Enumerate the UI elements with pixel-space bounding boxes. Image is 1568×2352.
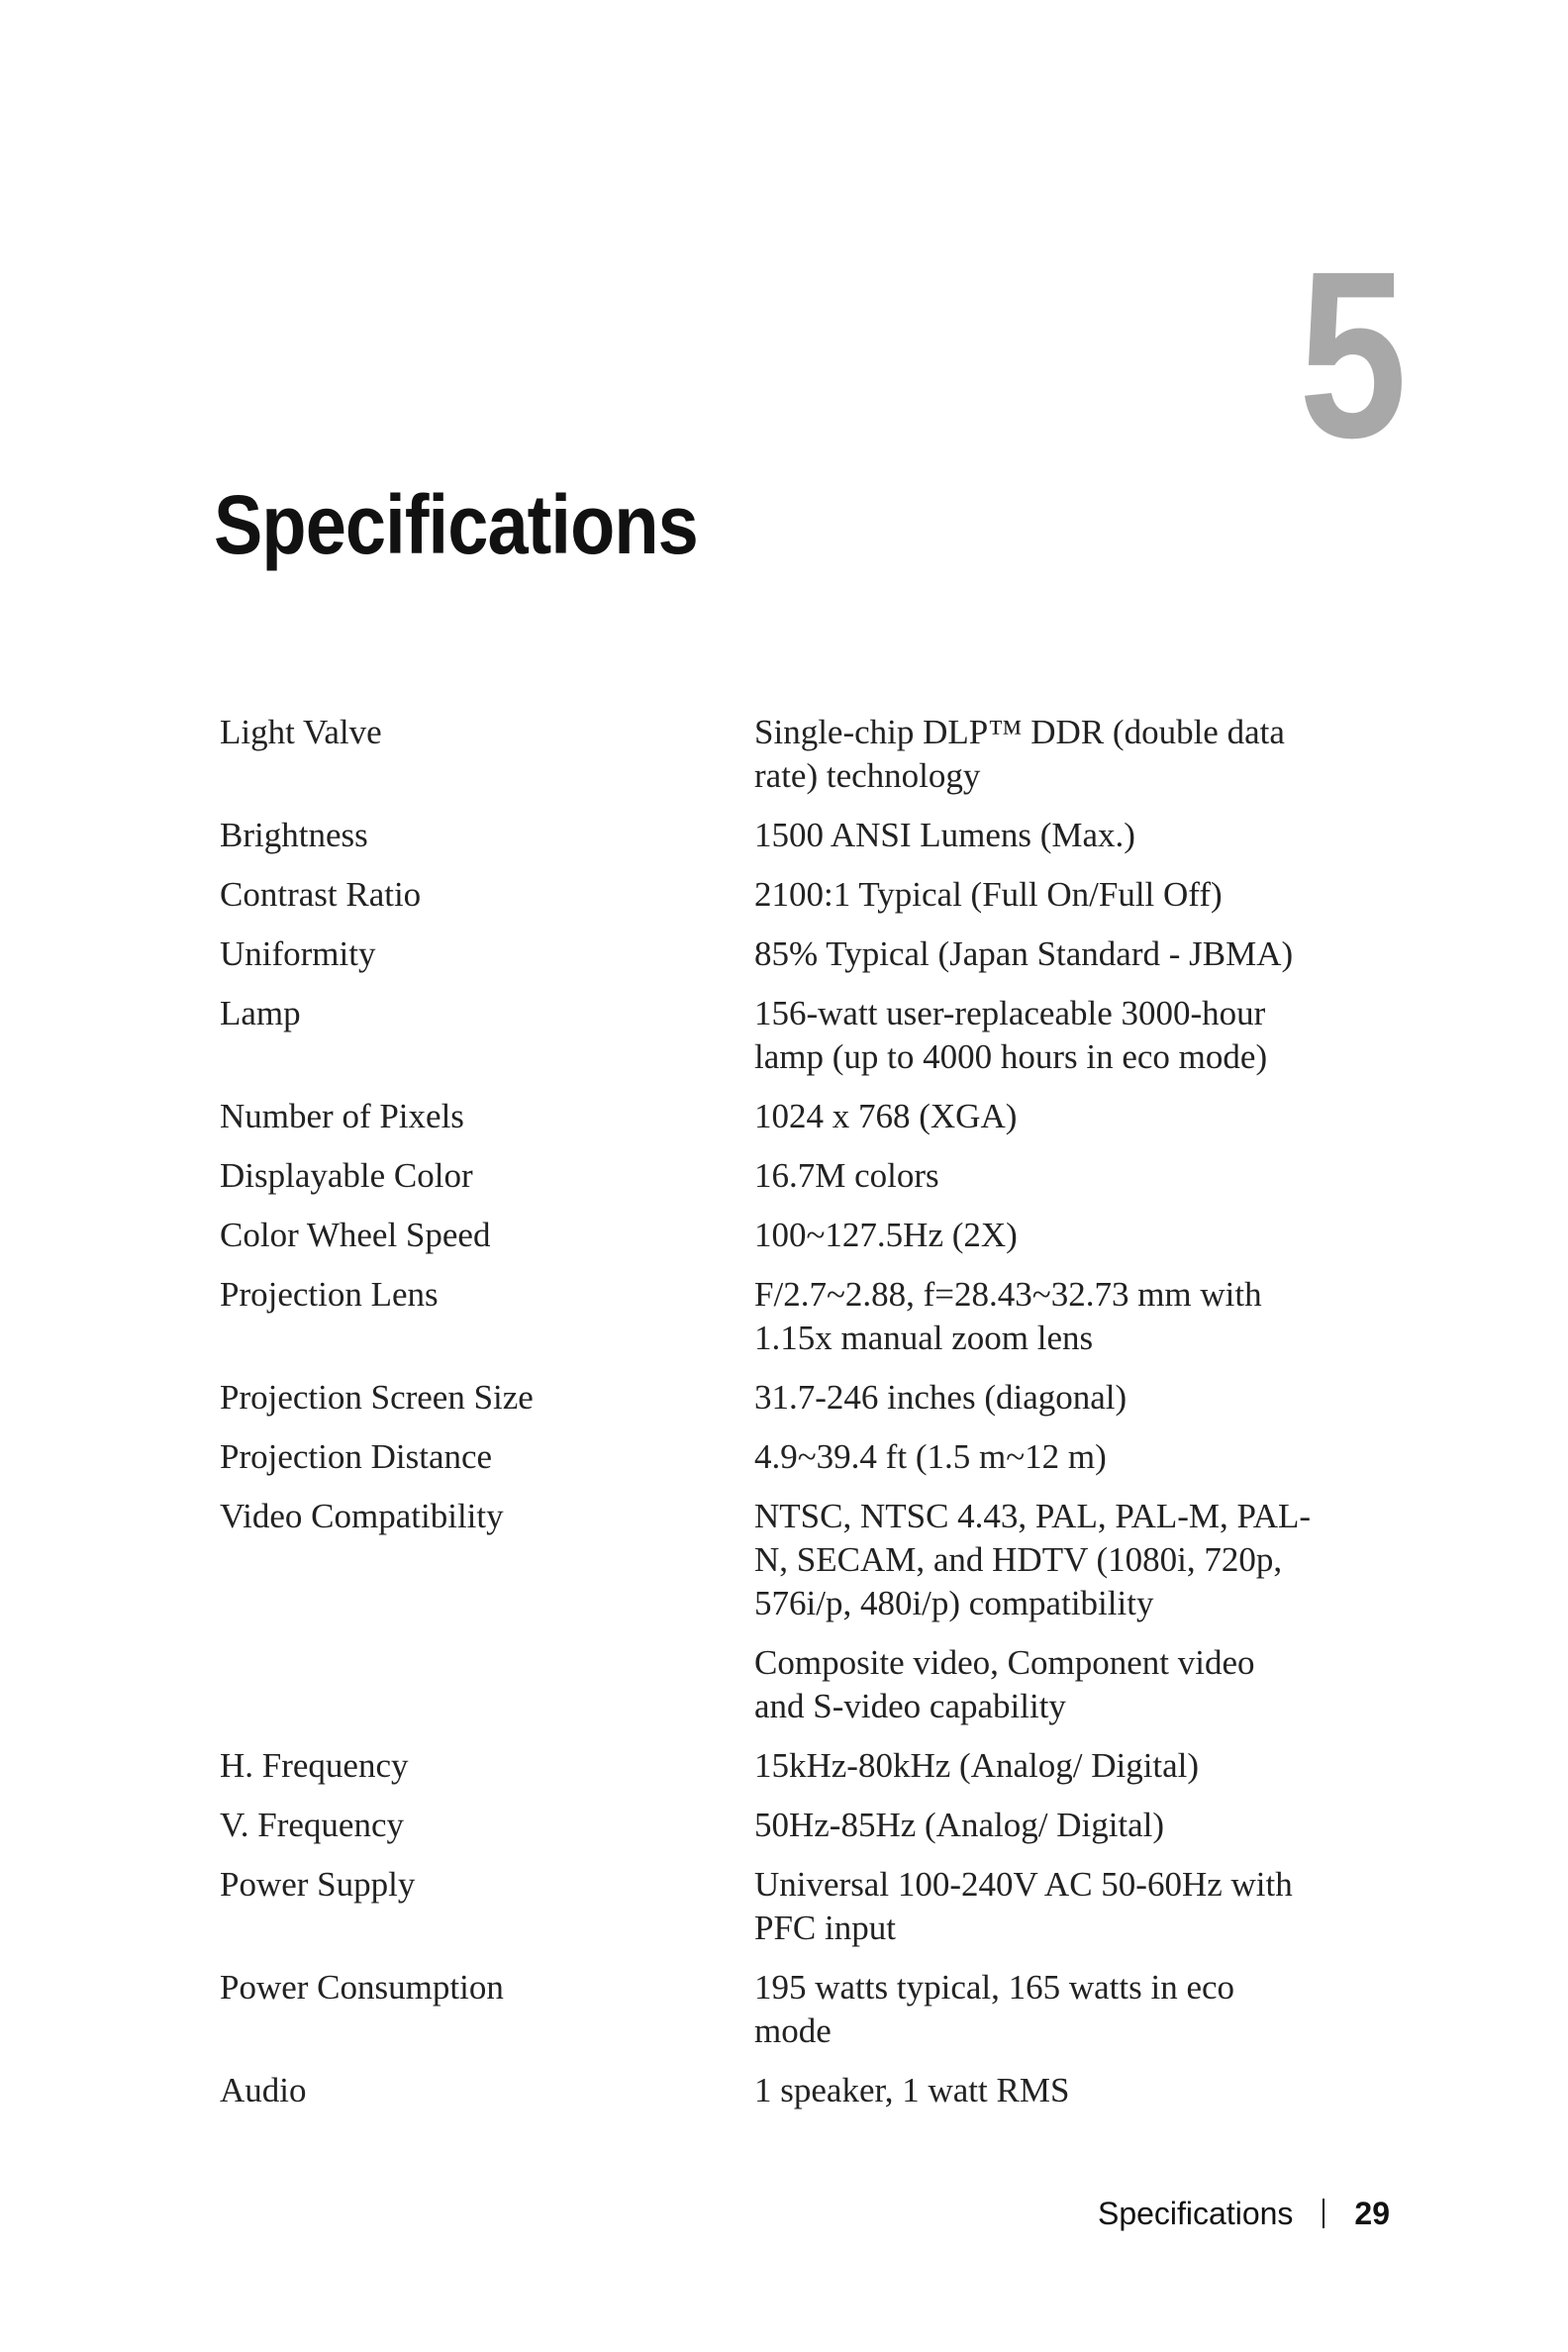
spec-value-paragraph — [754, 992, 1328, 1079]
spec-label: Video Compatibility — [220, 1497, 504, 1535]
spec-row — [220, 1095, 1328, 1154]
spec-value-line: NTSC, NTSC 4.43, PAL, PAL-M, PAL- — [754, 1497, 1312, 1535]
spec-value — [754, 873, 1328, 932]
chapter-title: Specifications — [214, 478, 698, 571]
spec-value-line: rate) technology — [754, 756, 981, 795]
spec-value-paragraph — [754, 1214, 1328, 1257]
spec-value-line: Single-chip DLP™ DDR (double data — [754, 713, 1285, 751]
footer-divider — [1323, 2199, 1324, 2228]
spec-label: Light Valve — [220, 713, 382, 751]
spec-row — [220, 1376, 1328, 1435]
spec-value-paragraph — [754, 1966, 1328, 2053]
spec-label: Power Consumption — [220, 1968, 504, 2007]
spec-value-paragraph — [754, 1273, 1328, 1360]
page-number: 29 — [1354, 2196, 1390, 2231]
spec-label: Audio — [220, 2071, 307, 2109]
spec-row — [220, 873, 1328, 932]
spec-row — [220, 1154, 1328, 1214]
spec-value — [754, 711, 1328, 814]
spec-value-paragraph — [754, 2069, 1328, 2112]
spec-value-line: 31.7-246 inches (diagonal) — [754, 1378, 1127, 1417]
footer-section-title: Specifications — [1097, 2196, 1294, 2231]
spec-row — [220, 1435, 1328, 1495]
spec-value — [754, 1154, 1328, 1214]
spec-row — [220, 1744, 1328, 1804]
spec-value — [754, 2069, 1328, 2128]
spec-value — [754, 1095, 1328, 1154]
spec-value-line: 156-watt user-replaceable 3000-hour — [754, 994, 1266, 1032]
spec-value-line: 576i/p, 480i/p) compatibility — [754, 1584, 1154, 1622]
spec-label: Contrast Ratio — [220, 875, 422, 914]
spec-value-line: 4.9~39.4 ft (1.5 m~12 m) — [754, 1437, 1107, 1476]
page-footer — [1098, 2196, 1390, 2232]
spec-row — [220, 932, 1328, 992]
spec-value-paragraph — [754, 814, 1328, 857]
spec-row — [220, 992, 1328, 1095]
spec-value — [754, 1376, 1328, 1435]
spec-value-line: mode — [754, 2011, 832, 2050]
spec-label: Color Wheel Speed — [220, 1216, 491, 1254]
spec-value-line: PFC input — [754, 1909, 896, 1947]
spec-value-line: 50Hz-85Hz (Analog/ Digital) — [754, 1806, 1165, 1844]
spec-label: Brightness — [220, 816, 368, 854]
spec-value-line: 16.7M colors — [754, 1156, 939, 1195]
spec-table-body — [220, 711, 1328, 2128]
spec-label: Lamp — [220, 994, 301, 1032]
spec-value-paragraph — [754, 932, 1328, 976]
spec-row — [220, 2069, 1328, 2128]
spec-label: V. Frequency — [220, 1806, 404, 1844]
spec-row — [220, 1804, 1328, 1863]
spec-value-paragraph — [754, 1495, 1328, 1625]
spec-value-line: 1 speaker, 1 watt RMS — [754, 2071, 1070, 2109]
spec-value — [754, 1435, 1328, 1495]
spec-label: Displayable Color — [220, 1156, 473, 1195]
spec-value — [754, 1863, 1328, 1966]
spec-value-paragraph — [754, 711, 1328, 798]
spec-value — [754, 1804, 1328, 1863]
spec-value-line: lamp (up to 4000 hours in eco mode) — [754, 1037, 1268, 1076]
spec-value-paragraph — [754, 1744, 1328, 1788]
spec-label: H. Frequency — [220, 1746, 409, 1785]
spec-table — [220, 711, 1328, 2128]
spec-label: Power Supply — [220, 1865, 416, 1904]
spec-label: Projection Lens — [220, 1275, 439, 1314]
spec-value — [754, 1273, 1328, 1376]
spec-value-line: and S-video capability — [754, 1687, 1066, 1725]
spec-value-paragraph — [754, 1376, 1328, 1420]
spec-label: Projection Distance — [220, 1437, 493, 1476]
spec-value-line: 195 watts typical, 165 watts in eco — [754, 1968, 1235, 2007]
spec-value-line: N, SECAM, and HDTV (1080i, 720p, — [754, 1540, 1283, 1579]
spec-value-line: 1500 ANSI Lumens (Max.) — [754, 816, 1135, 854]
spec-label: Number of Pixels — [220, 1097, 464, 1135]
spec-value-line: 85% Typical (Japan Standard - JBMA) — [754, 934, 1294, 973]
spec-value-line: 15kHz-80kHz (Analog/ Digital) — [754, 1746, 1200, 1785]
spec-row — [220, 1863, 1328, 1966]
spec-value — [754, 1966, 1328, 2069]
spec-value-line: 1024 x 768 (XGA) — [754, 1097, 1018, 1135]
spec-value-line: 2100:1 Typical (Full On/Full Off) — [754, 875, 1223, 914]
spec-value — [754, 932, 1328, 992]
spec-row — [220, 1495, 1328, 1744]
spec-value-line: F/2.7~2.88, f=28.43~32.73 mm with — [754, 1275, 1262, 1314]
spec-row — [220, 1966, 1328, 2069]
spec-row — [220, 814, 1328, 873]
spec-value-paragraph — [754, 1095, 1328, 1138]
spec-value-line: Universal 100-240V AC 50-60Hz with — [754, 1865, 1293, 1904]
spec-value-paragraph — [754, 1641, 1328, 1728]
spec-value-paragraph — [754, 1863, 1328, 1950]
spec-value-paragraph — [754, 1154, 1328, 1198]
spec-row — [220, 711, 1328, 814]
spec-value-paragraph — [754, 1804, 1328, 1847]
chapter-number: 5 — [1298, 222, 1402, 487]
spec-value-line: Composite video, Component video — [754, 1643, 1255, 1682]
spec-value — [754, 1214, 1328, 1273]
spec-value — [754, 1744, 1328, 1804]
spec-row — [220, 1273, 1328, 1376]
spec-value — [754, 1495, 1328, 1744]
spec-value — [754, 814, 1328, 873]
spec-value-line: 100~127.5Hz (2X) — [754, 1216, 1018, 1254]
spec-value-paragraph — [754, 1435, 1328, 1479]
spec-value-line: 1.15x manual zoom lens — [754, 1319, 1094, 1357]
spec-label: Projection Screen Size — [220, 1378, 534, 1417]
spec-value — [754, 992, 1328, 1095]
spec-row — [220, 1214, 1328, 1273]
spec-value-paragraph — [754, 873, 1328, 917]
spec-label: Uniformity — [220, 934, 376, 973]
